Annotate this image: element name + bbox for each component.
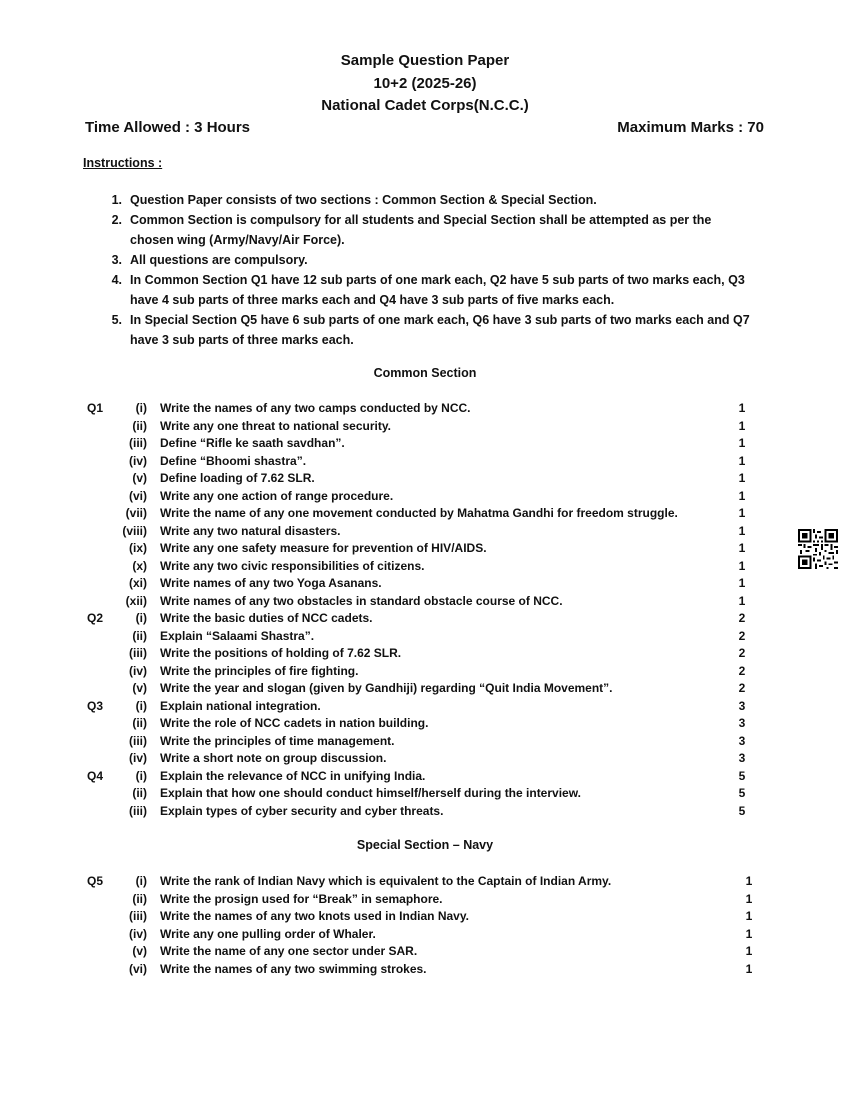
question-row	[80, 803, 760, 821]
sub-part-label: (v)	[132, 471, 147, 485]
question-text: Write any one threat to national security.	[160, 418, 391, 433]
question-text: Explain “Salaami Shastra”.	[160, 628, 315, 643]
question-row	[80, 488, 760, 506]
question-row	[80, 698, 760, 716]
sub-part-label: (ii)	[132, 628, 147, 643]
marks-value: 1	[738, 558, 746, 573]
question-row	[80, 645, 760, 663]
marks-value: 3	[738, 751, 746, 765]
instruction-number: 1.	[111, 193, 122, 207]
sub-part-label: (iii)	[129, 803, 147, 818]
marks-value: 1	[738, 523, 746, 538]
subject-title: National Cadet Corps(N.C.C.)	[321, 97, 529, 114]
question-number: Q2	[87, 611, 104, 625]
marks-value: 2	[738, 646, 746, 660]
sub-part-label: (ii)	[132, 418, 147, 433]
maximum-marks: Maximum Marks : 70	[617, 119, 764, 136]
question-row	[80, 715, 760, 733]
marks-value: 5	[738, 803, 746, 818]
special-section-title: Special Section – Navy	[356, 838, 494, 852]
sub-part-label: (vi)	[129, 961, 147, 976]
marks-value: 1	[738, 576, 746, 590]
question-text: Define “Rifle ke saath savdhan”.	[160, 436, 345, 450]
question-row	[80, 400, 760, 418]
sub-part-label: (xii)	[125, 593, 147, 608]
question-text: Define loading of 7.62 SLR.	[160, 471, 315, 485]
sub-part-label: (iii)	[129, 733, 147, 748]
question-text: Write the name of any one movement conducted by Mahatma Gandhi for freedom struggle.	[160, 506, 678, 520]
question-row	[80, 558, 760, 576]
instruction-text: Question Paper consists of two sections : Common Section & Special Section.	[130, 193, 597, 207]
question-row	[80, 908, 760, 926]
sub-part-label: (ii)	[132, 786, 147, 800]
question-text: Write the names of any two knots used in Indian Navy.	[160, 909, 469, 923]
instruction-item	[100, 250, 750, 270]
marks-value: 1	[745, 926, 753, 941]
sub-part-label: (ii)	[132, 716, 147, 730]
instruction-number: 3.	[111, 253, 122, 267]
question-number: Q5	[87, 874, 104, 888]
marks-value: 1	[745, 944, 753, 958]
marks-value: 1	[738, 453, 746, 468]
marks-value: 1	[738, 471, 746, 485]
marks-value: 1	[738, 418, 746, 433]
question-number: Q1	[87, 401, 104, 415]
question-text: Write the basic duties of NCC cadets.	[160, 611, 373, 625]
common-section-title: Common Section	[373, 366, 477, 380]
instruction-number: 4.	[111, 273, 122, 287]
marks-value: 1	[745, 874, 753, 888]
question-text: Write names of any two Yoga Asanans.	[160, 576, 382, 590]
marks-value: 1	[745, 961, 753, 976]
question-row	[80, 435, 760, 453]
question-text: Define “Bhoomi shastra”.	[160, 453, 307, 468]
instruction-item	[100, 190, 750, 210]
marks-value: 1	[738, 541, 746, 555]
question-row	[80, 768, 760, 786]
question-row	[80, 961, 760, 979]
sub-part-label: (v)	[132, 681, 147, 695]
question-row	[80, 540, 760, 558]
question-text: Write the prosign used for “Break” in semaphore.	[160, 891, 443, 906]
question-text: Write the names of any two camps conducted by NCC.	[160, 401, 471, 415]
instruction-text: In Special Section Q5 have 6 sub parts of one mark each, Q6 have 3 sub parts of two marks each and Q7 have 3 sub parts of three marks each.	[130, 313, 750, 347]
question-text: Explain types of cyber security and cyber threats.	[160, 803, 444, 818]
sub-part-label: (viii)	[122, 523, 147, 538]
question-text: Write any one pulling order of Whaler.	[160, 926, 376, 941]
question-row	[80, 891, 760, 909]
question-text: Write the names of any two swimming strokes.	[160, 961, 427, 976]
marks-value: 3	[738, 716, 746, 730]
sub-part-label: (i)	[135, 698, 147, 713]
marks-value: 2	[738, 611, 746, 625]
marks-value: 1	[738, 436, 746, 450]
marks-value: 2	[738, 681, 746, 695]
instructions-list	[100, 190, 750, 350]
question-text: Write the positions of holding of 7.62 SLR.	[160, 646, 402, 660]
sub-part-label: (iv)	[129, 926, 147, 941]
common-section-questions	[80, 400, 760, 820]
special-section-questions	[80, 873, 760, 978]
question-row	[80, 943, 760, 961]
instruction-text: All questions are compulsory.	[130, 253, 308, 267]
question-text: Explain national integration.	[160, 698, 321, 713]
sub-part-label: (i)	[135, 874, 147, 888]
question-text: Explain that how one should conduct himself/herself during the interview.	[160, 786, 581, 800]
instruction-item	[100, 310, 750, 350]
marks-value: 1	[745, 891, 753, 906]
marks-value: 1	[745, 909, 753, 923]
question-row	[80, 470, 760, 488]
question-number: Q3	[87, 698, 104, 713]
sub-part-label: (x)	[132, 558, 147, 573]
question-row	[80, 610, 760, 628]
sub-part-label: (i)	[135, 611, 147, 625]
question-row	[80, 575, 760, 593]
sub-part-label: (vi)	[129, 488, 147, 503]
instructions-heading: Instructions :	[83, 156, 163, 170]
instruction-number: 5.	[111, 313, 122, 327]
question-text: Write any two civic responsibilities of citizens.	[160, 558, 425, 573]
instruction-item	[100, 210, 750, 250]
sub-part-label: (ii)	[132, 891, 147, 906]
question-row	[80, 926, 760, 944]
question-text: Write the principles of fire fighting.	[160, 663, 359, 678]
question-row	[80, 663, 760, 681]
instruction-text: In Common Section Q1 have 12 sub parts of one mark each, Q2 have 5 sub parts of two marks each, Q3 have 4 sub parts of three marks each and Q4 have 3 sub parts of five marks each.	[130, 273, 745, 307]
marks-value: 1	[738, 488, 746, 503]
marks-value: 1	[738, 593, 746, 608]
question-text: Write names of any two obstacles in standard obstacle course of NCC.	[160, 593, 563, 608]
time-allowed: Time Allowed : 3 Hours	[85, 119, 251, 136]
question-text: Write the role of NCC cadets in nation building.	[160, 716, 429, 730]
question-text: Write a short note on group discussion.	[160, 751, 387, 765]
question-text: Write the name of any one sector under SAR.	[160, 944, 418, 958]
marks-value: 3	[738, 698, 746, 713]
question-text: Write the principles of time management.	[160, 733, 395, 748]
marks-value: 3	[738, 733, 746, 748]
question-row	[80, 785, 760, 803]
question-row	[80, 453, 760, 471]
class-session: 10+2 (2025-26)	[373, 75, 477, 92]
question-row	[80, 680, 760, 698]
qr-code-icon	[798, 529, 838, 569]
sub-part-label: (v)	[132, 944, 147, 958]
marks-value: 5	[738, 786, 746, 800]
question-row	[80, 873, 760, 891]
sub-part-label: (xi)	[129, 576, 147, 590]
question-row	[80, 628, 760, 646]
question-row	[80, 750, 760, 768]
question-row	[80, 418, 760, 436]
question-row	[80, 593, 760, 611]
question-text: Write the rank of Indian Navy which is equivalent to the Captain of Indian Army.	[160, 874, 612, 888]
marks-value: 2	[738, 663, 746, 678]
sub-part-label: (i)	[135, 401, 147, 415]
question-text: Write the year and slogan (given by Gandhiji) regarding “Quit India Movement”.	[160, 681, 613, 695]
instruction-text: Common Section is compulsory for all students and Special Section shall be attempted as per the chosen wing (Army/Navy/Air Force).	[130, 213, 712, 247]
sub-part-label: (iv)	[129, 453, 147, 468]
marks-value: 5	[738, 768, 746, 783]
sub-part-label: (iii)	[129, 436, 147, 450]
sub-part-label: (iv)	[129, 663, 147, 678]
sub-part-label: (iv)	[129, 751, 147, 765]
sub-part-label: (iii)	[129, 909, 147, 923]
question-text: Write any two natural disasters.	[160, 523, 341, 538]
paper-title: Sample Question Paper	[340, 52, 510, 69]
instruction-item	[100, 270, 750, 310]
sub-part-label: (i)	[135, 768, 147, 783]
question-number: Q4	[87, 768, 104, 783]
instruction-number: 2.	[111, 213, 122, 227]
sub-part-label: (ix)	[129, 541, 147, 555]
sub-part-label: (iii)	[129, 646, 147, 660]
question-row	[80, 505, 760, 523]
question-row	[80, 523, 760, 541]
question-text: Write any one safety measure for prevention of HIV/AIDS.	[160, 541, 487, 555]
marks-value: 2	[738, 628, 746, 643]
question-row	[80, 733, 760, 751]
sub-part-label: (vii)	[125, 506, 147, 520]
question-text: Write any one action of range procedure.	[160, 488, 394, 503]
question-text: Explain the relevance of NCC in unifying India.	[160, 768, 426, 783]
marks-value: 1	[738, 401, 746, 415]
marks-value: 1	[738, 506, 746, 520]
